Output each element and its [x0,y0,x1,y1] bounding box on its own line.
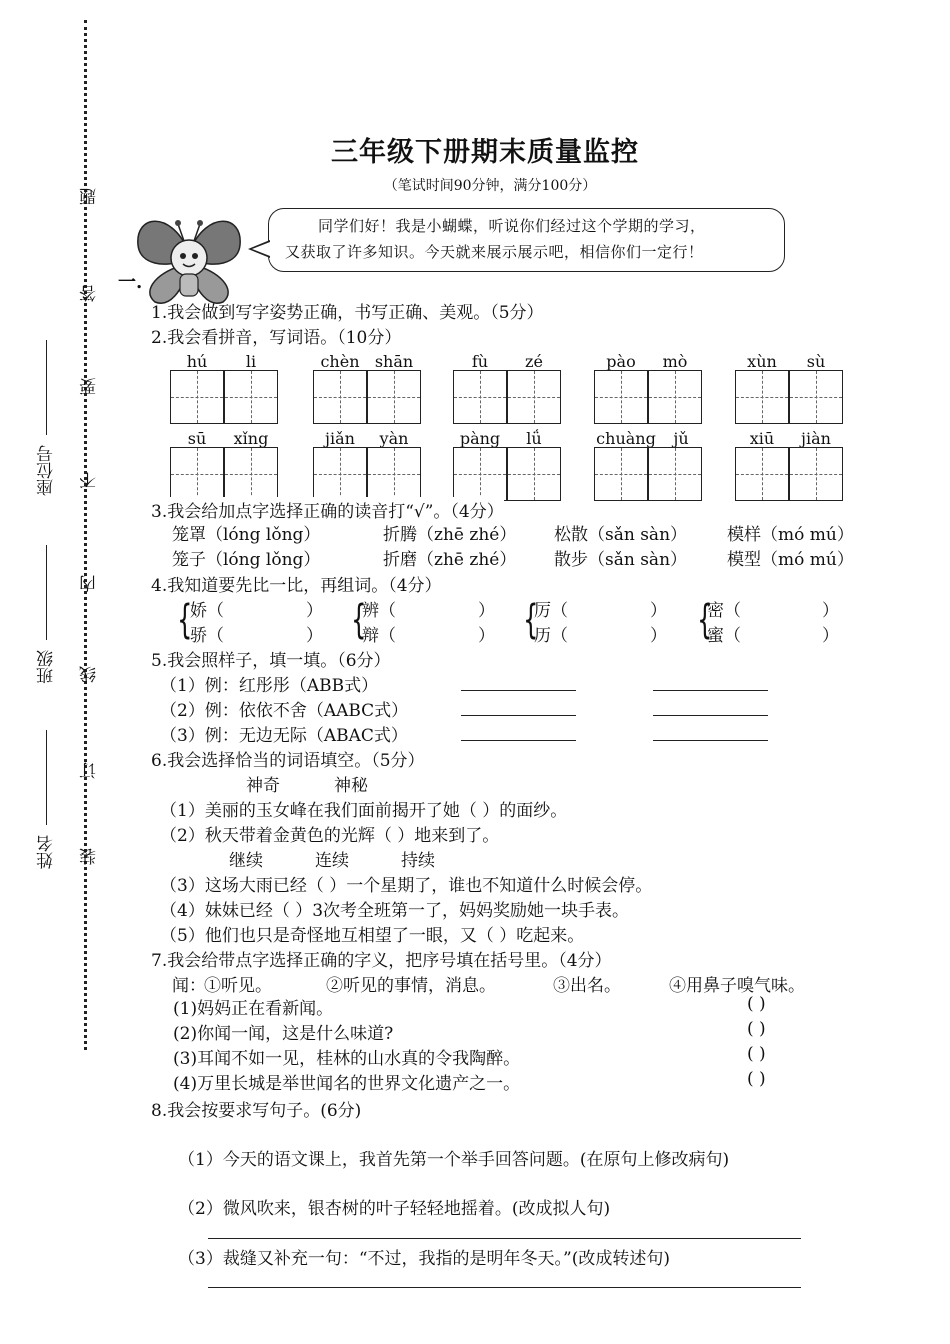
q4-word: 蜜（ [707,626,741,646]
binding-char-bu: 不 [80,472,100,489]
q4-close: ） [478,601,495,621]
pinyin: pào [606,352,636,371]
answer-line[interactable] [208,1287,801,1288]
q5-item: （2）例：依依不舍（AABC式） [160,701,409,721]
writing-box[interactable] [453,447,507,501]
butterfly-mascot-icon [130,210,248,308]
answer-paren[interactable]: ( ) [747,1019,766,1039]
pinyin: lǘ [526,429,542,448]
q7-item: (2)你闻一闻，这是什么味道? [173,1024,394,1044]
answer-line[interactable] [653,715,768,716]
q3-item[interactable]: 笼子（lóng lǒng） [172,550,321,570]
q8-item: （2）微风吹来，银杏树的叶子轻轻地摇着。(改成拟人句) [178,1199,611,1219]
pinyin: fù [471,352,489,371]
bubble-line-2: 又获取了许多知识。今天就来展示展示吧，相信你们一定行！ [285,243,704,261]
writing-box[interactable] [170,370,224,424]
seat-blank[interactable] [46,340,47,435]
pinyin: jiǎn [325,429,355,448]
pinyin: chèn [320,352,360,371]
seat-label: 座位号 [37,445,57,496]
pinyin: zé [525,352,543,371]
writing-box[interactable] [594,447,648,501]
q6-option: 神秘 [334,776,368,796]
binding-char-da: 答 [80,285,100,302]
q6-option: 继续 [229,851,263,871]
pinyin: xiū [749,429,775,448]
q7-def: ④用鼻子嗅气味。 [669,976,805,996]
writing-box[interactable] [735,447,789,501]
binding-char-nei: 内 [80,575,100,592]
q3-item[interactable]: 松散（sǎn sàn） [554,525,688,545]
q4-close: ） [822,601,839,621]
section-mark: 一. [118,272,143,293]
answer-line[interactable] [461,715,576,716]
q4-word: 历（ [534,626,568,646]
writing-box[interactable] [367,370,421,424]
binding-char-xian: 线 [80,666,100,683]
pinyin: hú [186,352,208,371]
q6-sentence[interactable]: （2）秋天带着金黄色的光辉（ ）地来到了。 [160,826,500,846]
answer-line[interactable] [653,690,768,691]
q4-word: 厉（ [534,601,568,621]
q6-sentence[interactable]: （4）妹妹已经（ ）3次考全班第一了，妈妈奖励她一块手表。 [160,901,630,921]
q8-text: 8.我会按要求写句子。(6分) [151,1101,362,1121]
writing-box[interactable] [648,447,702,501]
q4-word: 骄（ [190,626,224,646]
pinyin: shān [374,352,414,371]
writing-box[interactable] [224,447,278,501]
q6-sentence[interactable]: （5）他们也只是奇怪地互相望了一眼，又（ ）吃起来。 [160,926,585,946]
binding-char-zhuang: 装 [80,848,100,865]
q3-text: 3.我会给加点字选择正确的读音打“√”。（4分） [151,497,504,522]
pinyin: li [245,352,257,371]
writing-box[interactable] [313,447,367,501]
class-blank[interactable] [46,545,47,640]
writing-box[interactable] [367,447,421,501]
writing-box[interactable] [735,370,789,424]
q8-item: （1）今天的语文课上，我首先第一个举手回答问题。(在原句上修改病句) [178,1150,730,1170]
pinyin: sū [187,429,207,448]
brace-icon: { [351,597,367,643]
writing-box[interactable] [507,447,561,501]
answer-paren[interactable]: ( ) [747,1069,766,1089]
q7-def: ①听见。 [204,976,272,996]
q6-text: 6.我会选择恰当的词语填空。（5分） [151,751,425,771]
q3-item[interactable]: 笼罩（lóng lǒng） [172,525,321,545]
q4-close: ） [306,626,323,646]
q3-item[interactable]: 折磨（zhē zhé） [383,550,517,570]
q7-item: (3)耳闻不如一见，桂林的山水真的令我陶醉。 [173,1049,521,1069]
q4-close: ） [822,626,839,646]
q6-option: 神奇 [246,776,280,796]
writing-box[interactable] [789,447,843,501]
pinyin: jiàn [801,429,831,448]
pinyin: pàng [459,429,501,448]
q3-item[interactable]: 模样（mó mú） [727,525,854,545]
writing-box[interactable] [453,370,507,424]
brace-icon: { [177,597,193,643]
writing-box[interactable] [313,370,367,424]
q6-option: 连续 [315,851,349,871]
brace-icon: { [697,597,713,643]
answer-paren[interactable]: ( ) [747,994,766,1014]
writing-box[interactable] [789,370,843,424]
q4-text: 4.我知道要先比一比，再组词。（4分） [151,576,442,596]
q1-text: 1.我会做到写字姿势正确，书写正确、美观。（5分） [151,303,544,323]
q6-sentence[interactable]: （3）这场大雨已经（ ）一个星期了，谁也不知道什么时候会停。 [160,876,653,896]
writing-box[interactable] [507,370,561,424]
q4-close: ） [650,601,667,621]
q7-item: (1)妈妈正在看新闻。 [173,999,334,1019]
writing-box[interactable] [224,370,278,424]
binding-char-ding: 订 [80,762,100,779]
q7-def: ③出名。 [553,976,621,996]
name-label: 姓名 [37,835,57,869]
q4-close: ） [478,626,495,646]
q4-word: 娇（ [190,601,224,621]
q5-item: （3）例：无边无际（ABAC式） [160,726,408,746]
writing-box[interactable] [170,447,224,501]
pinyin: yàn [379,429,409,448]
q3-item[interactable]: 模型（mó mú） [727,550,854,570]
q5-text: 5.我会照样子，填一填。（6分） [151,651,391,671]
q3-item[interactable]: 散步（sǎn sàn） [554,550,688,570]
name-blank[interactable] [46,730,47,825]
q4-word: 密（ [707,601,741,621]
pinyin: xùn [747,352,777,371]
pinyin: mò [662,352,688,371]
answer-line[interactable] [461,690,576,691]
page-subtitle: （笔试时间90分钟，满分100分） [383,178,597,194]
answer-line[interactable] [208,1238,801,1239]
binding-char-yao: 要 [80,378,100,395]
writing-box[interactable] [648,370,702,424]
q7-def: ②听见的事情，消息。 [326,976,496,996]
q7-text: 7.我会给带点字选择正确的字义，把序号填在括号里。（4分） [151,951,612,971]
q7-item: (4)万里长城是举世闻名的世界文化遗产之一。 [173,1074,521,1094]
writing-box[interactable] [594,370,648,424]
q6-sentence[interactable]: （1）美丽的玉女峰在我们面前揭开了她（ ）的面纱。 [160,801,568,821]
q4-close: ） [306,601,323,621]
q8-item: （3）裁缝又补充一句：“不过，我指的是明年冬天。”(改成转述句) [178,1249,670,1269]
pinyin: chuàng [596,429,656,448]
binding-char-ti: 题 [80,188,100,205]
q4-close: ） [650,626,667,646]
bubble-line-1: 同学们好！我是小蝴蝶，听说你们经过这个学期的学习， [318,217,706,235]
q4-word: 辨（ [362,601,396,621]
pinyin: jǔ [673,429,689,448]
q6-option: 持续 [401,851,435,871]
pinyin: xǐng [233,429,269,448]
q3-item[interactable]: 折腾（zhē zhé） [383,525,517,545]
brace-icon: { [523,597,539,643]
pinyin: sù [806,352,826,371]
answer-line[interactable] [653,740,768,741]
answer-line[interactable] [461,740,576,741]
q2-text: 2.我会看拼音，写词语。（10分） [151,328,402,348]
class-label: 班级 [37,650,57,684]
page-title: 三年级下册期末质量监控 [331,137,639,168]
answer-paren[interactable]: ( ) [747,1044,766,1064]
q5-item: （1）例：红彤彤（ABB式） [160,676,379,696]
q4-word: 辩（ [362,626,396,646]
q7-def-label: 闻： [172,976,206,996]
